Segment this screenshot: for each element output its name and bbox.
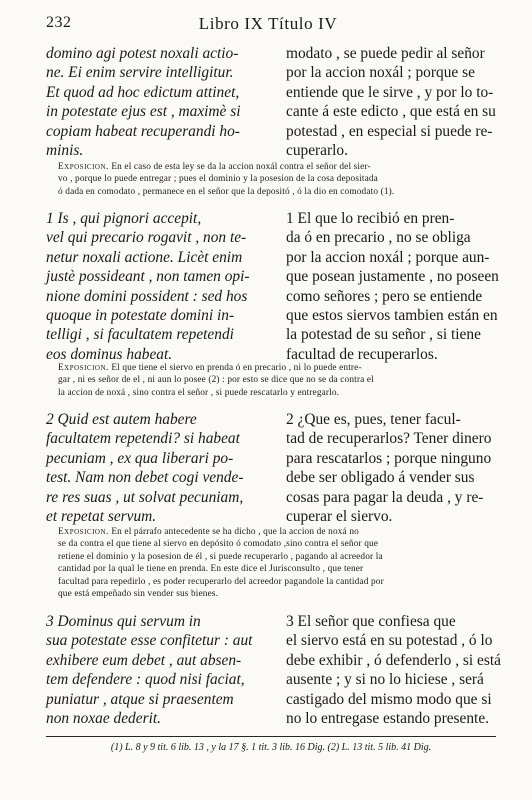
page-number: 232	[46, 14, 72, 31]
exposition-text: En el caso de esta ley se da la accion noxál contra el señor del sier- vo , porque lo puede entregar ; pues el dominio y la posesion de la cosa depositada ó dada en comodato , permanece en el señor que la depositó , ó la dio en comodato (1).	[58, 162, 395, 197]
exposition-note	[58, 161, 506, 198]
exposition-note	[58, 362, 506, 399]
exposition-text: En el párrafo antecedente se ha dicho , que la accion de noxá no se da contra el que tiene al siervo en depósito ó comodato ,sino contra el señor que retiene el dominio y la posesion de él , si puede recuperarlo , pagando al acreedor la cantidad por la qual le tiene en prenda. En este dice el Jurisconsulto , que tener facultad para repedirlo , es poder recuperarlo del acreedor pagandole la cantidad por que está empeñado sin vender sus bienes.	[58, 527, 384, 600]
exposition-text: El que tiene el siervo en prenda ó en precario , ni lo puede entre- gar , ni es señor de el , ni aun lo posee (2) : por esto se dice que no se da contra el la accion de noxá , sino contra el señor , si puede rescatarlo y entregarlo.	[58, 363, 374, 398]
exposition-label: Exposicion.	[58, 162, 109, 172]
latin-column: 3 Dominus qui servum in sua potestate esse confitetur : aut exhibere eum debet , aut absen- tem defendere : quod nisi faciat, puniatur , atque si praesentem non noxae dederit.	[46, 613, 253, 728]
latin-column: domino agi potest noxali actio- ne. Ei enim servire intelligitur. Et quod ad hoc edictum attinet, in potestate ejus est , maximè si copiam habeat recuperandi ho- minis.	[46, 45, 241, 160]
latin-column: 2 Quid est autem habere facultatem repetendi? si habeat pecuniam , ex qua liberari po- test. Nam non debet cogi vende- re res suas , ut solvat pecuniam, et repetat servum.	[46, 411, 244, 526]
spanish-column: 1 El que lo recibió en pren- da ó en precario , no se obliga por la accion noxál ; porque aun- que posean justamente , no poseen como señores ; pero se entiende que estos siervos tambien están en la potestad de su señor , si tiene facultad de recuperarlos.	[286, 210, 499, 363]
footnote-divider	[46, 736, 496, 737]
running-title: Libro IX Título IV	[198, 14, 338, 33]
exposition-note	[58, 526, 506, 600]
footnotes: (1) L. 8 y 9 tit. 6 lib. 13 , y la 17 §. 1 tit. 3 lib. 16 Dig. (2) L. 13 tit. 5 lib. 41 Dig.	[110, 742, 432, 753]
section-paragraph-2	[46, 410, 506, 526]
page-header	[46, 14, 490, 36]
latin-column: 1 Is , qui pignori accepit, vel qui precario rogavit , non te- netur noxali actione. Licèt enim justè possideant , non tamen opi- nione domini possident : sed hos quoque in potestate domini in- telligi , si facultatem repetendi eos dominus habeat.	[46, 210, 250, 363]
section-paragraph-1	[46, 209, 506, 364]
section-law-intro	[46, 44, 506, 160]
exposition-label: Exposicion.	[58, 363, 109, 373]
spanish-column: modato , se puede pedir al señor por la accion noxál ; porque se entiende que le sirve , y por lo to- cante á este edicto , que está en su potestad , en especial si puede re- cuperarlo.	[286, 45, 496, 160]
section-paragraph-3	[46, 612, 506, 728]
spanish-column: 3 El señor que confiesa que el siervo está en su potestad , ó lo debe exhibir , ó defenderlo , si está ausente ; y si no lo hiciese , será castigado del mismo modo que si no lo entregase estando presente.	[286, 613, 501, 728]
spanish-column: 2 ¿Que es, pues, tener facul- tad de recuperarlos? Tener dinero para rescatarlos ; porque ninguno debe ser obligado á vender sus cosas para pagar la deuda , y re- cuperar el siervo.	[286, 411, 492, 526]
exposition-label: Exposicion.	[58, 527, 109, 537]
